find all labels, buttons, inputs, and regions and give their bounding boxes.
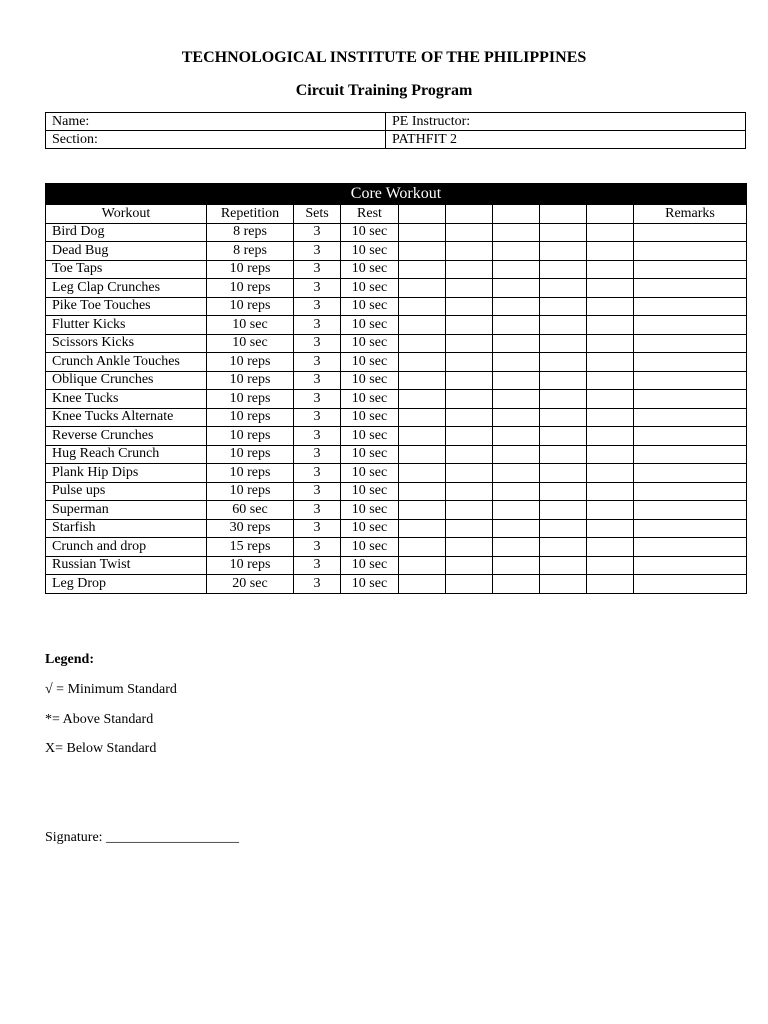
remarks-cell[interactable] <box>634 482 747 501</box>
table-row <box>46 279 747 298</box>
table-row <box>46 390 747 409</box>
exercise-name: Knee Tucks Alternate <box>46 408 207 427</box>
check-cell[interactable] <box>540 371 587 390</box>
check-cell[interactable] <box>399 297 446 316</box>
check-cell[interactable] <box>399 445 446 464</box>
rest-cell: 10 sec <box>341 575 399 594</box>
exercise-name: Plank Hip Dips <box>46 464 207 483</box>
legend-above-standard: *= Above Standard <box>45 712 154 727</box>
repetition-cell: 8 reps <box>207 242 294 261</box>
repetition-cell: 10 reps <box>207 353 294 372</box>
rest-cell: 10 sec <box>341 260 399 279</box>
sets-cell: 3 <box>294 575 341 594</box>
rest-cell: 10 sec <box>341 464 399 483</box>
check-cell[interactable] <box>587 464 634 483</box>
sets-cell: 3 <box>294 297 341 316</box>
table-row <box>46 575 747 594</box>
check-cell[interactable] <box>493 519 540 538</box>
check-cell[interactable] <box>540 464 587 483</box>
sets-cell: 3 <box>294 260 341 279</box>
check-cell[interactable] <box>493 279 540 298</box>
repetition-cell: 10 reps <box>207 297 294 316</box>
remarks-cell[interactable] <box>634 427 747 446</box>
repetition-cell: 15 reps <box>207 538 294 557</box>
institution-title: TECHNOLOGICAL INSTITUTE OF THE PHILIPPINES <box>181 49 587 66</box>
table-row <box>46 556 747 575</box>
rest-cell: 10 sec <box>341 501 399 520</box>
sets-cell: 3 <box>294 371 341 390</box>
check-cell[interactable] <box>399 334 446 353</box>
check-cell[interactable] <box>540 427 587 446</box>
table-row <box>46 501 747 520</box>
check-cell[interactable] <box>399 223 446 242</box>
check-cell[interactable] <box>493 297 540 316</box>
repetition-cell: 10 reps <box>207 279 294 298</box>
check-cell[interactable] <box>446 538 493 557</box>
legend-below-standard: X= Below Standard <box>45 741 157 756</box>
check-cell[interactable] <box>587 353 634 372</box>
check-cell[interactable] <box>587 482 634 501</box>
table-row <box>46 297 747 316</box>
check-cell[interactable] <box>493 390 540 409</box>
check-cell[interactable] <box>493 371 540 390</box>
check-cell[interactable] <box>540 408 587 427</box>
check-cell[interactable] <box>446 279 493 298</box>
rest-cell: 10 sec <box>341 223 399 242</box>
check-cell[interactable] <box>540 390 587 409</box>
check-cell[interactable] <box>446 223 493 242</box>
check-cell[interactable] <box>540 223 587 242</box>
sets-cell: 3 <box>294 556 341 575</box>
exercise-name: Scissors Kicks <box>46 334 207 353</box>
sets-cell: 3 <box>294 390 341 409</box>
repetition-cell: 10 reps <box>207 445 294 464</box>
exercise-name: Reverse Crunches <box>46 427 207 446</box>
repetition-cell: 20 sec <box>207 575 294 594</box>
check-cell[interactable] <box>540 334 587 353</box>
check-cell[interactable] <box>587 390 634 409</box>
check-cell[interactable] <box>587 427 634 446</box>
program-title: Circuit Training Program <box>295 82 473 99</box>
exercise-name: Dead Bug <box>46 242 207 261</box>
check-cell[interactable] <box>587 445 634 464</box>
check-cell[interactable] <box>493 223 540 242</box>
check-cell[interactable] <box>446 316 493 335</box>
check-cell[interactable] <box>399 427 446 446</box>
sets-cell: 3 <box>294 519 341 538</box>
check-cell[interactable] <box>399 482 446 501</box>
check-cell[interactable] <box>446 482 493 501</box>
check-cell[interactable] <box>540 316 587 335</box>
sets-cell: 3 <box>294 445 341 464</box>
pe-instructor-field[interactable]: PE Instructor: <box>386 113 746 131</box>
column-header-blank <box>587 205 634 224</box>
rest-cell: 10 sec <box>341 519 399 538</box>
exercise-name: Russian Twist <box>46 556 207 575</box>
remarks-cell[interactable] <box>634 371 747 390</box>
check-cell[interactable] <box>587 538 634 557</box>
rest-cell: 10 sec <box>341 371 399 390</box>
column-header-rest: Rest <box>341 205 399 224</box>
repetition-cell: 10 reps <box>207 260 294 279</box>
check-cell[interactable] <box>493 464 540 483</box>
check-cell[interactable] <box>399 260 446 279</box>
remarks-cell[interactable] <box>634 538 747 557</box>
student-info-table <box>45 112 746 149</box>
column-header-workout: Workout <box>46 205 207 224</box>
remarks-cell[interactable] <box>634 242 747 261</box>
table-row <box>46 260 747 279</box>
check-cell[interactable] <box>493 445 540 464</box>
check-cell[interactable] <box>493 575 540 594</box>
check-cell[interactable] <box>399 519 446 538</box>
sets-cell: 3 <box>294 408 341 427</box>
exercise-name: Leg Clap Crunches <box>46 279 207 298</box>
rest-cell: 10 sec <box>341 242 399 261</box>
check-cell[interactable] <box>399 538 446 557</box>
remarks-cell[interactable] <box>634 297 747 316</box>
remarks-cell[interactable] <box>634 408 747 427</box>
check-cell[interactable] <box>540 482 587 501</box>
check-cell[interactable] <box>446 427 493 446</box>
check-cell[interactable] <box>587 297 634 316</box>
rest-cell: 10 sec <box>341 353 399 372</box>
check-cell[interactable] <box>493 316 540 335</box>
check-cell[interactable] <box>399 408 446 427</box>
table-row <box>46 334 747 353</box>
rest-cell: 10 sec <box>341 297 399 316</box>
core-workout-table <box>45 183 747 594</box>
check-cell[interactable] <box>446 445 493 464</box>
check-cell[interactable] <box>493 538 540 557</box>
check-cell[interactable] <box>540 279 587 298</box>
sets-cell: 3 <box>294 279 341 298</box>
check-cell[interactable] <box>399 464 446 483</box>
rest-cell: 10 sec <box>341 279 399 298</box>
table-row <box>46 371 747 390</box>
check-cell[interactable] <box>587 223 634 242</box>
repetition-cell: 10 reps <box>207 371 294 390</box>
check-cell[interactable] <box>493 242 540 261</box>
table-row <box>46 519 747 538</box>
check-cell[interactable] <box>587 408 634 427</box>
check-cell[interactable] <box>493 556 540 575</box>
repetition-cell: 10 reps <box>207 482 294 501</box>
check-cell[interactable] <box>446 519 493 538</box>
sets-cell: 3 <box>294 427 341 446</box>
repetition-cell: 10 reps <box>207 408 294 427</box>
remarks-cell[interactable] <box>634 353 747 372</box>
sets-cell: 3 <box>294 501 341 520</box>
exercise-name: Starfish <box>46 519 207 538</box>
table-title: Core Workout <box>46 184 747 205</box>
repetition-cell: 10 sec <box>207 334 294 353</box>
check-cell[interactable] <box>399 575 446 594</box>
remarks-cell[interactable] <box>634 445 747 464</box>
rest-cell: 10 sec <box>341 316 399 335</box>
info-row <box>46 113 746 131</box>
repetition-cell: 10 sec <box>207 316 294 335</box>
check-cell[interactable] <box>540 260 587 279</box>
check-cell[interactable] <box>399 353 446 372</box>
check-cell[interactable] <box>587 501 634 520</box>
check-cell[interactable] <box>446 556 493 575</box>
signature-line[interactable]: Signature: ___________________ <box>45 830 240 845</box>
column-header-repetition: Repetition <box>207 205 294 224</box>
check-cell[interactable] <box>399 316 446 335</box>
check-cell[interactable] <box>493 334 540 353</box>
check-cell[interactable] <box>540 538 587 557</box>
exercise-name: Leg Drop <box>46 575 207 594</box>
exercise-name: Pulse ups <box>46 482 207 501</box>
legend-title: Legend: <box>45 652 94 667</box>
table-row <box>46 445 747 464</box>
rest-cell: 10 sec <box>341 390 399 409</box>
course-field: PATHFIT 2 <box>386 131 746 149</box>
check-cell[interactable] <box>399 390 446 409</box>
column-header-blank <box>399 205 446 224</box>
check-cell[interactable] <box>587 575 634 594</box>
remarks-cell[interactable] <box>634 556 747 575</box>
legend-minimum-standard: √ = Minimum Standard <box>45 682 177 697</box>
rest-cell: 10 sec <box>341 408 399 427</box>
remarks-cell[interactable] <box>634 316 747 335</box>
check-cell[interactable] <box>446 575 493 594</box>
exercise-name: Bird Dog <box>46 223 207 242</box>
check-cell[interactable] <box>587 334 634 353</box>
check-cell[interactable] <box>446 353 493 372</box>
check-cell[interactable] <box>587 260 634 279</box>
check-cell[interactable] <box>446 501 493 520</box>
rest-cell: 10 sec <box>341 482 399 501</box>
check-cell[interactable] <box>540 519 587 538</box>
check-cell[interactable] <box>587 556 634 575</box>
exercise-name: Crunch Ankle Touches <box>46 353 207 372</box>
check-cell[interactable] <box>587 316 634 335</box>
check-cell[interactable] <box>446 371 493 390</box>
repetition-cell: 10 reps <box>207 464 294 483</box>
repetition-cell: 10 reps <box>207 427 294 446</box>
rest-cell: 10 sec <box>341 445 399 464</box>
check-cell[interactable] <box>540 556 587 575</box>
check-cell[interactable] <box>446 464 493 483</box>
column-header-remarks: Remarks <box>634 205 747 224</box>
rest-cell: 10 sec <box>341 427 399 446</box>
repetition-cell: 10 reps <box>207 390 294 409</box>
check-cell[interactable] <box>540 501 587 520</box>
remarks-cell[interactable] <box>634 390 747 409</box>
check-cell[interactable] <box>446 297 493 316</box>
exercise-name: Knee Tucks <box>46 390 207 409</box>
exercise-name: Superman <box>46 501 207 520</box>
exercise-name: Pike Toe Touches <box>46 297 207 316</box>
check-cell[interactable] <box>493 260 540 279</box>
table-row <box>46 427 747 446</box>
remarks-cell[interactable] <box>634 279 747 298</box>
repetition-cell: 60 sec <box>207 501 294 520</box>
table-row <box>46 482 747 501</box>
repetition-cell: 8 reps <box>207 223 294 242</box>
exercise-name: Toe Taps <box>46 260 207 279</box>
check-cell[interactable] <box>587 279 634 298</box>
check-cell[interactable] <box>587 519 634 538</box>
column-header-sets: Sets <box>294 205 341 224</box>
check-cell[interactable] <box>493 353 540 372</box>
info-row <box>46 131 746 149</box>
table-row <box>46 242 747 261</box>
remarks-cell[interactable] <box>634 519 747 538</box>
sets-cell: 3 <box>294 353 341 372</box>
table-row <box>46 464 747 483</box>
check-cell[interactable] <box>446 334 493 353</box>
check-cell[interactable] <box>493 408 540 427</box>
table-header-row <box>46 205 747 224</box>
section-field[interactable]: Section: <box>46 131 386 149</box>
check-cell[interactable] <box>446 260 493 279</box>
check-cell[interactable] <box>540 353 587 372</box>
check-cell[interactable] <box>399 556 446 575</box>
check-cell[interactable] <box>493 501 540 520</box>
exercise-name: Flutter Kicks <box>46 316 207 335</box>
remarks-cell[interactable] <box>634 575 747 594</box>
check-cell[interactable] <box>446 408 493 427</box>
check-cell[interactable] <box>540 297 587 316</box>
check-cell[interactable] <box>446 242 493 261</box>
sets-cell: 3 <box>294 223 341 242</box>
exercise-name: Oblique Crunches <box>46 371 207 390</box>
check-cell[interactable] <box>399 279 446 298</box>
column-header-blank <box>446 205 493 224</box>
check-cell[interactable] <box>587 371 634 390</box>
rest-cell: 10 sec <box>341 538 399 557</box>
sets-cell: 3 <box>294 242 341 261</box>
rest-cell: 10 sec <box>341 556 399 575</box>
remarks-cell[interactable] <box>634 260 747 279</box>
check-cell[interactable] <box>493 482 540 501</box>
check-cell[interactable] <box>493 427 540 446</box>
exercise-name: Crunch and drop <box>46 538 207 557</box>
check-cell[interactable] <box>399 242 446 261</box>
sets-cell: 3 <box>294 316 341 335</box>
sets-cell: 3 <box>294 538 341 557</box>
check-cell[interactable] <box>399 371 446 390</box>
remarks-cell[interactable] <box>634 501 747 520</box>
column-header-blank <box>540 205 587 224</box>
sets-cell: 3 <box>294 482 341 501</box>
check-cell[interactable] <box>540 575 587 594</box>
table-row <box>46 408 747 427</box>
repetition-cell: 10 reps <box>207 556 294 575</box>
check-cell[interactable] <box>540 445 587 464</box>
table-row <box>46 538 747 557</box>
check-cell[interactable] <box>587 242 634 261</box>
exercise-name: Hug Reach Crunch <box>46 445 207 464</box>
table-row <box>46 353 747 372</box>
remarks-cell[interactable] <box>634 334 747 353</box>
check-cell[interactable] <box>540 242 587 261</box>
table-row <box>46 316 747 335</box>
table-row <box>46 223 747 242</box>
remarks-cell[interactable] <box>634 223 747 242</box>
sets-cell: 3 <box>294 464 341 483</box>
column-header-blank <box>493 205 540 224</box>
check-cell[interactable] <box>446 390 493 409</box>
check-cell[interactable] <box>399 501 446 520</box>
sets-cell: 3 <box>294 334 341 353</box>
remarks-cell[interactable] <box>634 464 747 483</box>
rest-cell: 10 sec <box>341 334 399 353</box>
repetition-cell: 30 reps <box>207 519 294 538</box>
name-field[interactable]: Name: <box>46 113 386 131</box>
